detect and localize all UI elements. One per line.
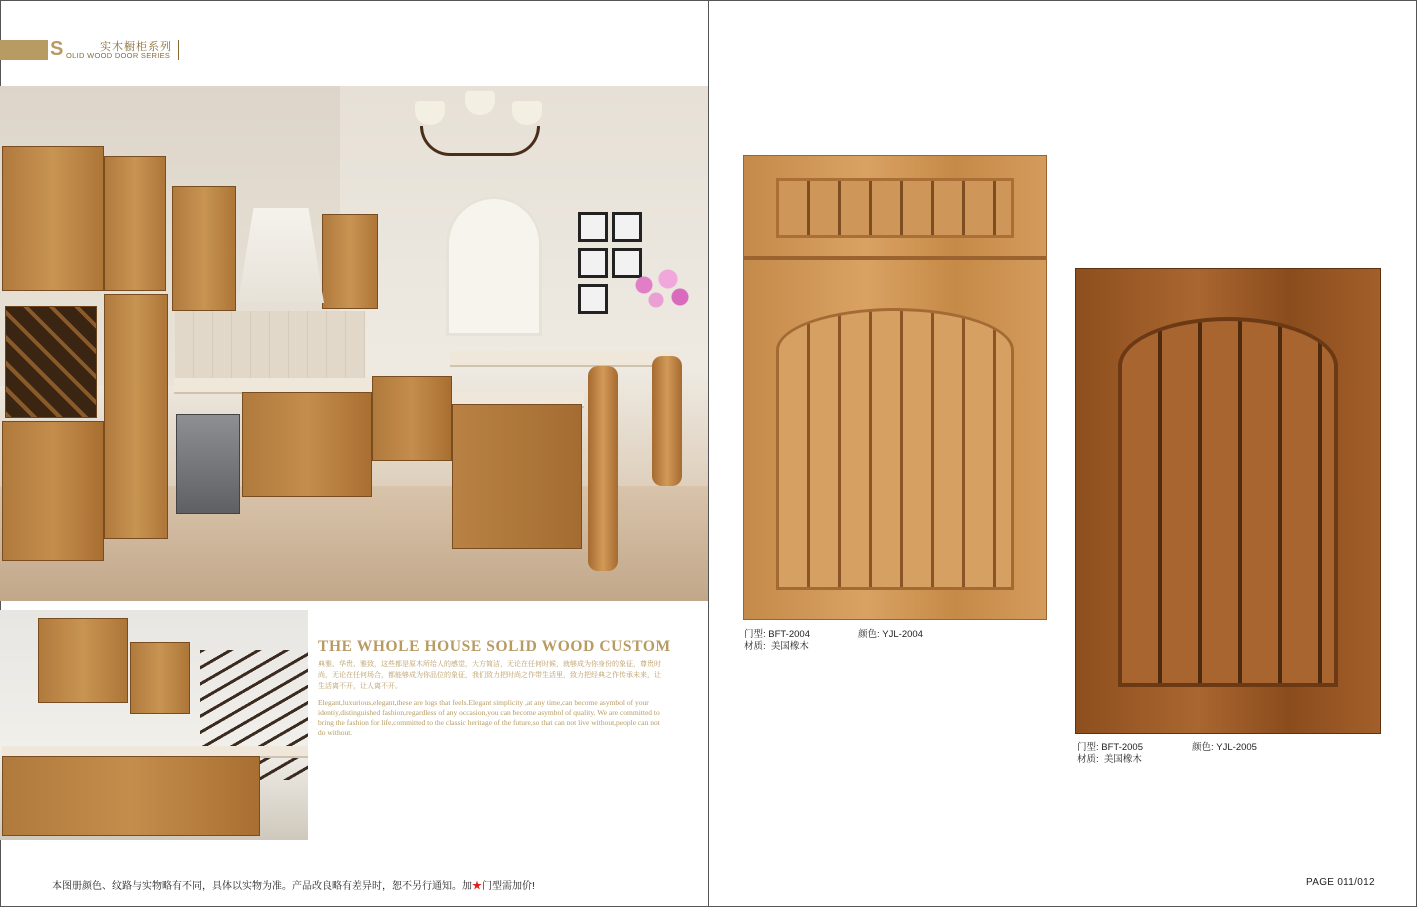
chandelier-shade [415, 101, 445, 125]
custom-body-en: Elegant,luxurious,elegant,these are logs that feels.Elegant simplicity ,at any time,can become asymbol of your identiy,distinguished fashion,regardless of any occasion,you can become asymbol of quality. We are committed to bring the fashion for life,committed to the classic heritage of the future,so that can not live without,people can not do without. [318, 698, 660, 737]
wall-photo-frame [578, 284, 608, 314]
display-niche [446, 196, 542, 336]
series-accent-bar [0, 40, 48, 60]
door-material-label: 材质: [1077, 754, 1099, 765]
door-spec-bft-2005 [1077, 742, 1277, 768]
tile-backsplash [175, 311, 365, 381]
chandelier-shade [465, 91, 495, 115]
drawer-front [744, 156, 1046, 260]
upper-cabinet [104, 156, 166, 291]
custom-heading: THE WHOLE HOUSE SOLID WOOD CUSTOM [318, 638, 671, 655]
page-number: PAGE 011/012 [1306, 877, 1375, 888]
door-sample-bft-2004 [743, 155, 1047, 620]
series-title-en: OLID WOOD DOOR SERIES [66, 51, 171, 60]
built-in-oven [176, 414, 240, 514]
turned-column [588, 366, 618, 571]
orchid-flowers [620, 261, 700, 321]
kitchen-photo-secondary [0, 610, 308, 840]
disclaimer-note [52, 877, 535, 892]
base-cabinet [372, 376, 452, 461]
wine-rack [5, 306, 97, 418]
wall-photo-frame [612, 212, 642, 242]
door-arched-panel [1118, 317, 1338, 687]
upper-cabinet [2, 146, 104, 291]
chandelier [420, 126, 540, 156]
custom-body-cn: 典雅、华贵、雅致，这些都是原木所给人的感觉，大方简洁，无论在任何时候，就够成为你身份的象征，尊贵时尚，无论在任何场合，都能够成为你品位的象征，我们致力把时尚之作带生活里，致力把经典之作传承未来，让生活离不开，让人离不开。 [318, 661, 661, 690]
drawer-stack [2, 421, 104, 561]
drawer-front-panel [776, 178, 1014, 238]
base-cabinet [2, 756, 260, 836]
kitchen-photo-main [0, 86, 708, 601]
chandelier-shade [512, 101, 542, 125]
door-color-label: 颜色: [858, 629, 880, 640]
door-color-value: YJL-2004 [882, 629, 923, 640]
star-icon: ★ [472, 881, 482, 892]
bar-countertop [450, 351, 680, 367]
series-divider [178, 40, 179, 60]
door-material-label: 材质: [744, 641, 766, 652]
door-material-value: 美国橡木 [770, 641, 809, 652]
door-color-label: 颜色: [1192, 742, 1214, 753]
series-initial: S [50, 38, 64, 60]
door-color [1192, 742, 1257, 754]
door-type-value: BFT-2004 [768, 629, 810, 640]
door-type-label: 门型: [744, 629, 766, 640]
series-title-cn: 实木橱柜系列 [100, 41, 172, 53]
pantry-cabinet [104, 294, 168, 539]
door-color [858, 629, 923, 641]
door-arched-panel [776, 308, 1014, 590]
upper-cabinet [172, 186, 236, 311]
disclaimer-text-end: 门型需加价! [482, 881, 535, 892]
wall-photo-frame [578, 212, 608, 242]
door-sample-bft-2005 [1075, 268, 1381, 734]
kitchen-island [452, 404, 582, 549]
door-material-value: 美国橡木 [1103, 754, 1142, 765]
door-type-label: 门型: [1077, 742, 1099, 753]
disclaimer-text: 本图册颜色、纹路与实物略有不同，具体以实物为准。产品改良略有差异时，恕不另行通知。加 [52, 881, 472, 892]
base-cabinet [242, 392, 372, 497]
wall-photo-frame [578, 248, 608, 278]
door-color-value: YJL-2005 [1216, 742, 1257, 753]
turned-column [652, 356, 682, 486]
door-spec-bft-2004 [744, 629, 944, 655]
plate-rack-cabinet [322, 214, 378, 309]
glass-upper-cabinet [130, 642, 190, 714]
range-hood [38, 618, 128, 703]
door-type-value: BFT-2005 [1101, 742, 1143, 753]
page-spine [708, 0, 709, 907]
